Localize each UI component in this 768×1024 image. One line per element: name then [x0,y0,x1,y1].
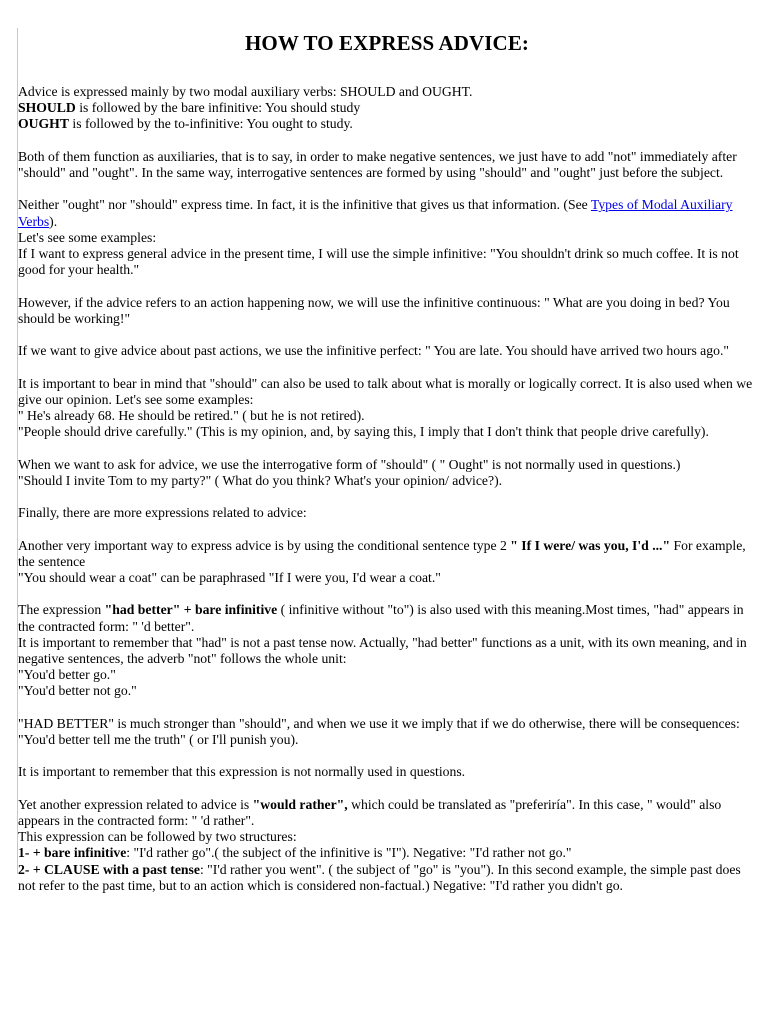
had-better-example-not-go: "You'd better not go." [18,683,137,699]
had-better-paragraph [18,602,756,699]
ought-keyword: OUGHT [18,116,69,132]
had-better-example-go: "You'd better go." [18,667,116,683]
questions-paragraph: It is important to remember that this expression is not normally used in questions. [18,764,466,780]
stronger-text: "HAD BETTER" is much stronger than "should", and when we use it we imply that if we do otherwise, there will be consequences: [18,715,740,731]
asking-text: When we want to ask for advice, we use the interrogative form of "should" ( " Ought" is not normally used in questions.) [18,456,681,472]
page-title: HOW TO EXPRESS ADVICE: [244,31,530,55]
stronger-example: "You'd better tell me the truth" ( or I'll punish you). [18,731,299,747]
structure-two-text: : "I'd rather you went". ( the subject of "go" is "you"). In this second example, the simple past does not refer to the past time, but to an action which is considered non-factual.) Negative: "I'd rather you didn't go. [18,861,741,893]
conditional-text-end: For example, the sentence [18,537,746,569]
conditional-text: Another very important way to express advice is by using the conditional sentence type 2 [18,537,511,553]
intro-line: Advice is expressed mainly by two modal auxiliary verbs: SHOULD and OUGHT. [18,84,473,99]
time-paragraph [18,197,756,278]
had-better-text: The expression [18,602,105,618]
stronger-paragraph [18,716,756,748]
had-better-text-end: ( infinitive without "to") is also used with this meaning.Most times, "had" appears in the contracted form: " 'd better". [18,602,744,634]
would-rather-text: Yet another expression related to advice is [18,796,253,812]
moral-example-retired: " He's already 68. He should be retired." ( but he is not retired). [18,407,365,423]
structure-one [18,845,756,861]
ought-rule [18,116,756,132]
types-of-modal-verbs-link[interactable]: Types of Modal Auxiliary Verbs [18,197,733,229]
auxiliaries-paragraph: Both of them function as auxiliaries, that is to say, in order to make negative sentences, we just have to add "not" immediately after "should" and "ought". In the same way, interrogative sentences are formed by using "should" and "ought" just before the subject. [18,148,737,180]
would-rather-text-end: which could be translated as "preferiría". In this case, " would" also appears in the contracted form: " 'd rather". [18,796,722,828]
structure-one-label: 1- + bare infinitive [18,845,127,861]
intro-paragraph [18,84,756,133]
document-page [18,28,756,910]
should-keyword: SHOULD [18,100,76,116]
structure-one-text: : "I'd rather go".( the subject of the infinitive is "I"). Negative: "I'd rather not go." [126,845,572,861]
moral-example-drive: "People should drive carefully." (This is my opinion, and, by saying this, I imply that I don't think that people drive carefully). [18,424,709,440]
simple-infinitive-example: If I want to express general advice in the present time, I will use the simple infinitive: "You shouldn't drink so much coffee. It is not good for your health." [18,246,739,278]
structure-two [18,862,756,894]
ought-rule-text: is followed by the to-infinitive: You ought to study. [68,116,353,132]
moral-text: It is important to bear in mind that "should" can also be used to talk about what is morally or logically correct. It is also used when we give our opinion. Let's see some examples: [18,375,753,407]
asking-paragraph [18,457,756,489]
examples-intro: Let's see some examples: [18,229,157,245]
time-text: Neither "ought" nor "should" express time. In fact, it is the infinitive that gives us that information. (See [18,197,591,213]
asking-example: "Should I invite Tom to my party?" ( What do you think? What's your opinion/ advice?). [18,472,503,488]
structures-intro: This expression can be followed by two structures: [18,829,297,845]
should-rule [18,100,756,116]
finally-paragraph: Finally, there are more expressions related to advice: [18,505,307,521]
perfect-paragraph: If we want to give advice about past actions, we use the infinitive perfect: " You are late. You should have arrived two hours ago." [18,343,729,359]
continuous-paragraph: However, if the advice refers to an action happening now, we will use the infinitive continuous: " What are you doing in bed? You should be working!" [18,294,730,326]
should-rule-text: is followed by the bare infinitive: You should study [75,100,361,116]
time-text-end: ). [49,213,58,229]
structure-two-label: 2- + CLAUSE with a past tense [18,861,200,877]
moral-paragraph [18,376,756,441]
would-rather-expression: "would rather", [252,796,348,812]
would-rather-paragraph [18,797,756,894]
conditional-expression: " If I were/ was you, I'd ..." [510,537,671,553]
had-better-explanation: It is important to remember that "had" is not a past tense now. Actually, "had better" functions as a unit, with its own meaning, and in negative sentences, the adverb "not" follows the whole unit: [18,634,747,666]
had-better-expression: "had better" + bare infinitive [104,602,278,618]
conditional-example: "You should wear a coat" can be paraphrased "If I were you, I'd wear a coat." [18,569,441,585]
conditional-paragraph [18,538,756,587]
